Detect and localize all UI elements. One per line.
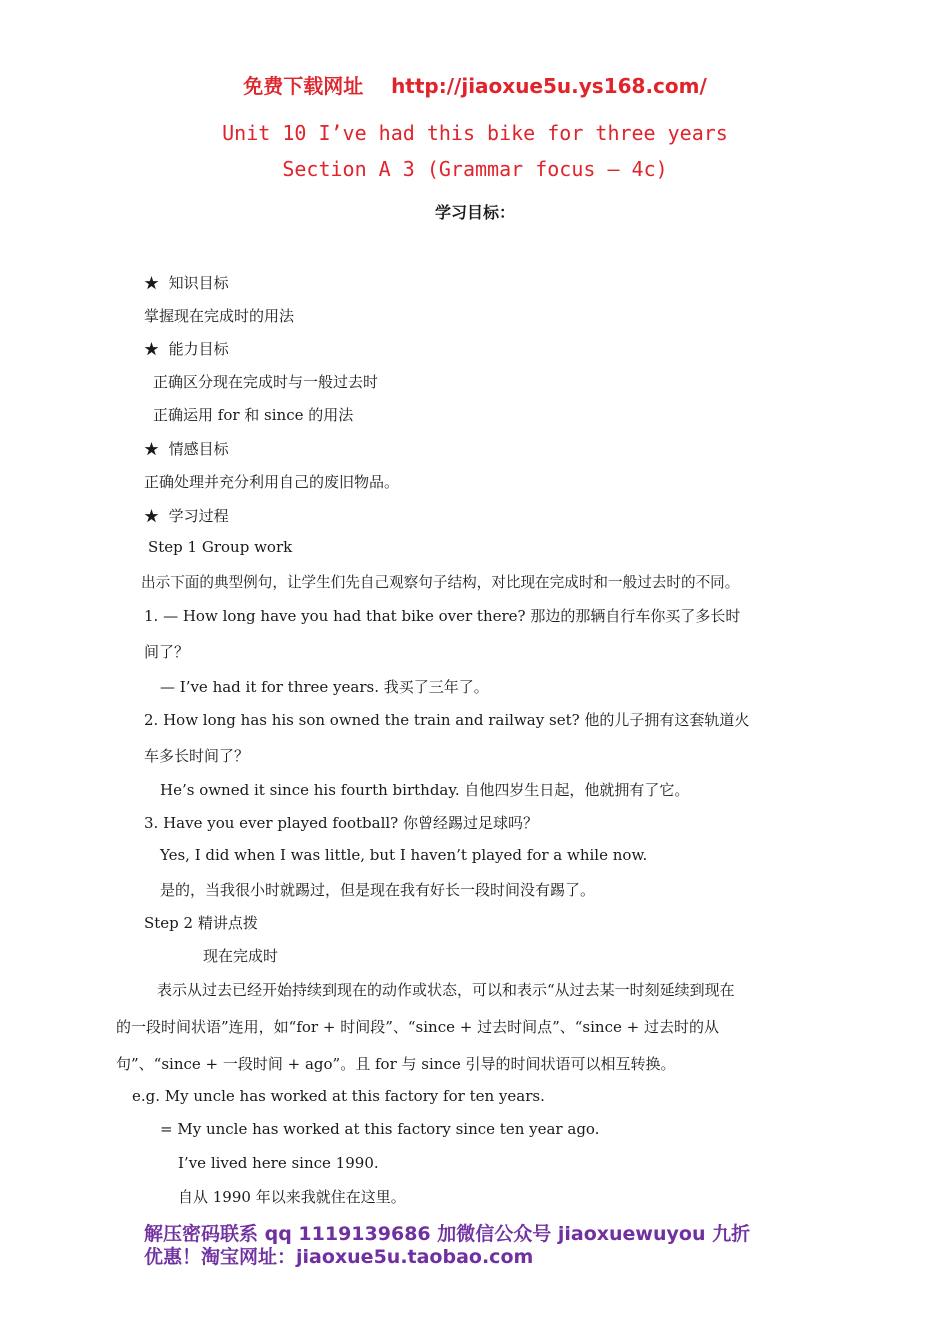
knowledge-goal-heading: ★ 知识目标 bbox=[144, 274, 229, 292]
explanation-line-1: 表示从过去已经开始持续到现在的动作或状态，可以和表示“从过去某一时刻延续到现在 bbox=[157, 981, 735, 999]
example-sentence-3-cn: 自从 1990 年以来我就住在这里。 bbox=[178, 1188, 406, 1206]
unit-title: Unit 10 I’ve had this bike for three years bbox=[222, 121, 728, 145]
ability-goal-2: 正确运用 for 和 since 的用法 bbox=[153, 406, 354, 424]
download-link[interactable]: http://jiaoxue5u.ys168.com/ bbox=[391, 74, 707, 98]
example2-question: 2. How long has his son owned the train and railway set? 他的儿子拥有这套轨道火 bbox=[144, 711, 750, 729]
example-sentence-3: I’ve lived here since 1990. bbox=[178, 1154, 379, 1172]
emotion-goal-heading: ★ 情感目标 bbox=[144, 440, 229, 458]
star-icon: ★ bbox=[144, 340, 160, 358]
emotion-goal-text: 正确处理并充分利用自己的废旧物品。 bbox=[144, 473, 400, 491]
objectives-heading: 学习目标： bbox=[434, 203, 515, 222]
download-label: 免费下载网址 bbox=[243, 74, 364, 98]
example3-answer-cn: 是的，当我很小时就踢过，但是现在我有好长一段时间没有踢了。 bbox=[160, 881, 596, 899]
ability-goal-1: 正确区分现在完成时与一般过去时 bbox=[153, 373, 379, 391]
example-sentence-1: e.g. My uncle has worked at this factory for ten years. bbox=[132, 1087, 545, 1105]
star-icon: ★ bbox=[144, 274, 160, 292]
step1-heading: Step 1 Group work bbox=[148, 538, 293, 556]
example1-question-cont: 间了？ bbox=[144, 643, 190, 661]
example-sentence-2: = My uncle has worked at this factory since ten year ago. bbox=[160, 1120, 600, 1138]
example2-question-cont: 车多长时间了？ bbox=[144, 747, 250, 765]
example3-answer-en: Yes, I did when I was little, but I haven’t played for a while now. bbox=[160, 846, 648, 864]
step1-intro: 出示下面的典型例句，让学生们先自己观察句子结构，对比现在完成时和一般过去时的不同。 bbox=[141, 574, 740, 591]
download-header bbox=[0, 70, 950, 99]
ability-goal-heading: ★ 能力目标 bbox=[144, 340, 229, 358]
process-heading: ★ 学习过程 bbox=[144, 507, 229, 525]
step2-heading: Step 2 精讲点拨 bbox=[144, 914, 258, 932]
example1-question: 1. — How long have you had that bike over there? 那边的那辆自行车你买了多长时 bbox=[144, 607, 741, 625]
footer-shop-line[interactable]: 优惠！淘宝网址：jiaoxue5u.taobao.com bbox=[144, 1246, 534, 1268]
example1-answer: — I’ve had it for three years. 我买了三年了。 bbox=[160, 678, 489, 696]
example2-answer: He’s owned it since his fourth birthday. 自他四岁生日起，他就拥有了它。 bbox=[160, 781, 690, 799]
present-perfect-heading: 现在完成时 bbox=[203, 947, 279, 965]
section-title: Section A 3 (Grammar focus – 4c) bbox=[282, 157, 668, 181]
star-icon: ★ bbox=[144, 440, 160, 458]
explanation-line-2: 的一段时间状语”连用，如“for + 时间段”、“since + 过去时间点”、“since + 过去时的从 bbox=[116, 1018, 719, 1036]
footer-contact-line: 解压密码联系 qq 1119139686 加微信公众号 jiaoxuewuyou 九折 bbox=[144, 1223, 751, 1245]
star-icon: ★ bbox=[144, 507, 160, 525]
explanation-line-3: 句”、“since + 一段时间 + ago”。且 for 与 since 引导的时间状语可以相互转换。 bbox=[116, 1055, 676, 1073]
example3-question: 3. Have you ever played football? 你曾经踢过足球吗？ bbox=[144, 814, 538, 832]
knowledge-goal-text: 掌握现在完成时的用法 bbox=[144, 307, 295, 325]
